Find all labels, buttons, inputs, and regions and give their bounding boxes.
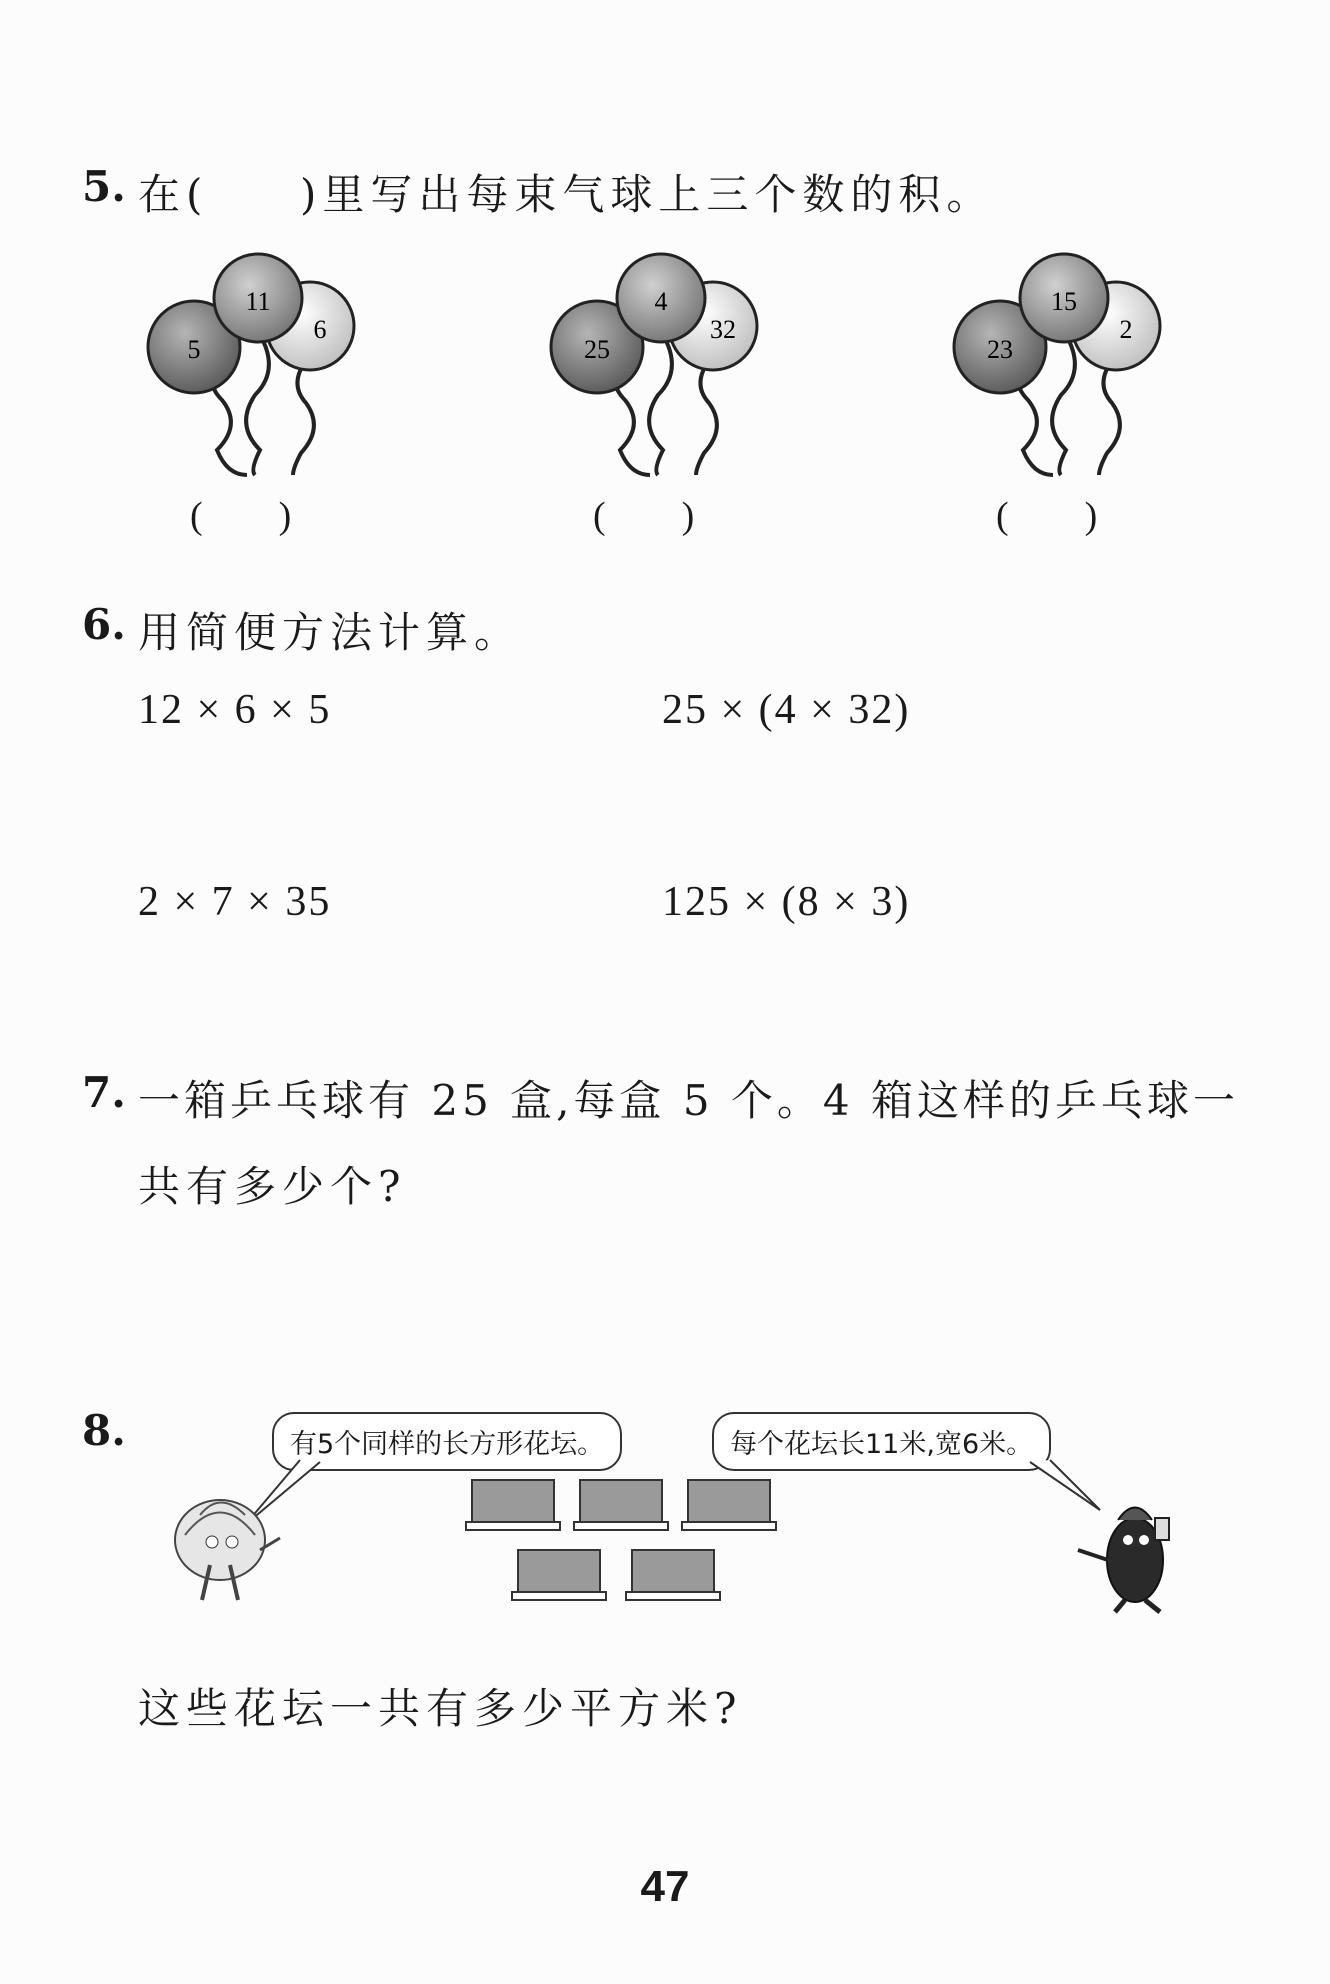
balloon-number: 11 xyxy=(245,287,271,316)
balloon-number: 23 xyxy=(987,335,1013,364)
balloon-number: 2 xyxy=(1119,315,1133,344)
balloon-number: 15 xyxy=(1051,287,1077,316)
balloon-groups xyxy=(140,250,1240,490)
balloon-number: 6 xyxy=(313,315,327,344)
question-5-number: 5. xyxy=(82,162,126,211)
balloon-number: 25 xyxy=(584,335,610,364)
answer-blank-1[interactable]: ( ) xyxy=(190,495,292,537)
balloon-group-3 xyxy=(954,254,1160,475)
page-number: 47 xyxy=(640,1862,690,1911)
speech-bubble-right: 每个花坛长11米,宽6米。 xyxy=(712,1412,1051,1471)
question-8-prompt: 这些花坛一共有多少平方米? xyxy=(138,1684,743,1733)
answer-blank-3[interactable]: ( ) xyxy=(996,495,1098,537)
speech-bubble-left: 有5个同样的长方形花坛。 xyxy=(272,1412,622,1471)
question-5-text-start: 在( xyxy=(138,170,209,219)
balloon-number: 5 xyxy=(187,335,201,364)
question-7-number: 7. xyxy=(82,1068,126,1117)
answer-blank-2[interactable]: ( ) xyxy=(593,495,695,537)
expression-1: 12 × 6 × 5 xyxy=(138,687,332,733)
eggplant-character-icon xyxy=(1078,1508,1169,1613)
flowerbed-row xyxy=(472,1480,770,1592)
question-7-line-1: 一箱乒乓球有 25 盒,每盒 5 个。4 箱这样的乒乓球一 xyxy=(138,1076,1239,1125)
question-5-text-end: )里写出每束气球上三个数的积。 xyxy=(300,170,995,219)
question-8-number: 8. xyxy=(82,1406,126,1455)
balloon-number: 32 xyxy=(710,315,736,344)
balloon-number: 4 xyxy=(654,287,668,316)
expression-2: 25 × (4 × 32) xyxy=(662,687,911,733)
question-7-line-2: 共有多少个? xyxy=(138,1162,407,1211)
flowerbed-illustration xyxy=(150,1440,1200,1620)
cabbage-character-icon xyxy=(175,1500,280,1600)
balloon-group-2 xyxy=(551,254,757,475)
question-6-number: 6. xyxy=(82,600,126,649)
expression-4: 125 × (8 × 3) xyxy=(662,879,911,925)
question-6-text: 用简便方法计算。 xyxy=(138,608,523,657)
balloon-group-1 xyxy=(148,254,354,475)
expression-3: 2 × 7 × 35 xyxy=(138,879,332,925)
